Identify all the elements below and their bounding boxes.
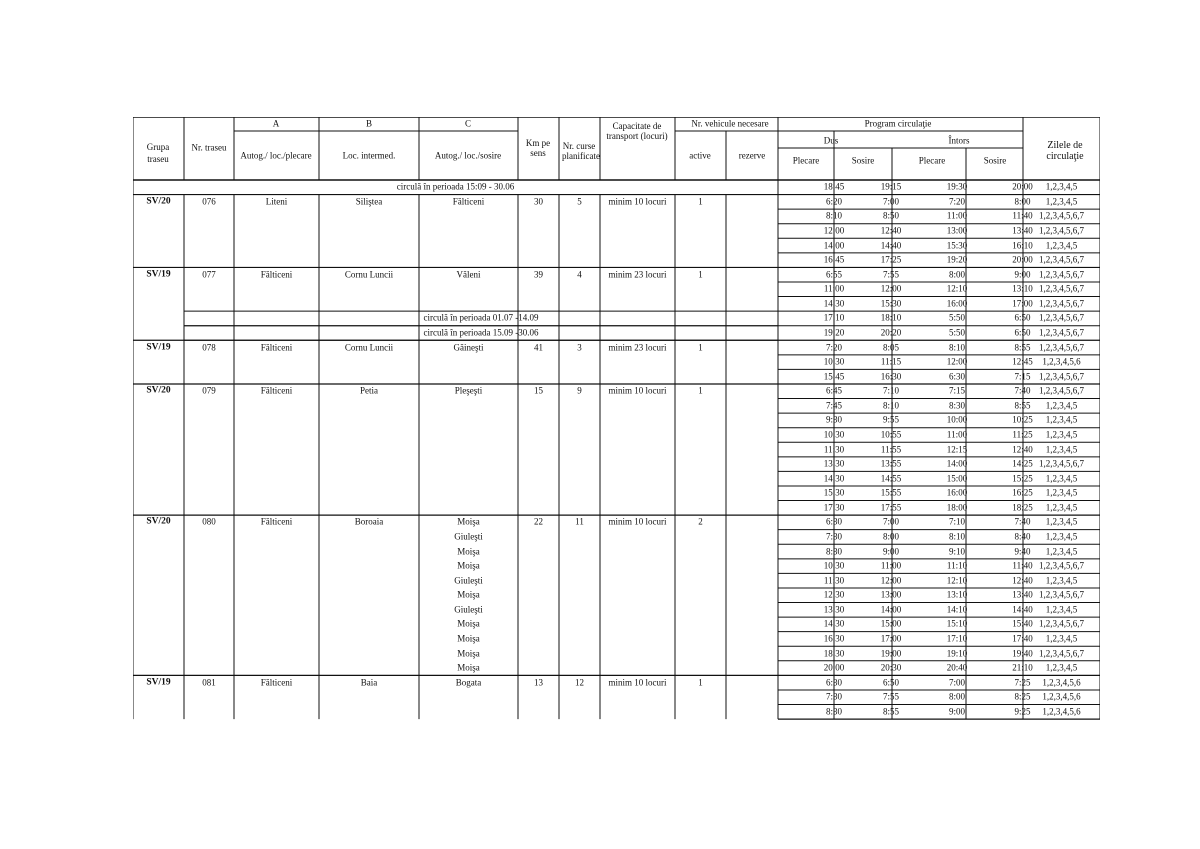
header-active: active bbox=[689, 150, 711, 161]
days-of-operation: 1,2,3,4,5 bbox=[1045, 487, 1078, 498]
route-end-variant: Moişa bbox=[457, 618, 480, 629]
route-intermediate: Boroaia bbox=[354, 516, 384, 527]
route-start: Fălticeni bbox=[260, 269, 293, 280]
dus-sosire: 9:00 bbox=[882, 546, 900, 557]
intors-sosire: 7:25 bbox=[1014, 677, 1031, 688]
intors-plecare: 8:30 bbox=[948, 400, 966, 411]
intors-sosire: 16:25 bbox=[1012, 487, 1033, 498]
days-of-operation: 1,2,3,4,5,6 bbox=[1042, 677, 1081, 688]
route-capacity: minim 23 locuri bbox=[608, 342, 667, 353]
intors-sosire: 15:40 bbox=[1012, 618, 1033, 629]
days-of-operation: 1,2,3,4,5 bbox=[1045, 662, 1078, 673]
route-number: 081 bbox=[202, 677, 216, 688]
dus-plecare: 6:30 bbox=[825, 677, 843, 688]
route-end: Văleni bbox=[456, 269, 481, 280]
dus-plecare: 12:30 bbox=[823, 589, 845, 600]
header-int-sosire: Sosire bbox=[983, 155, 1007, 166]
period-note: circulă în perioada 01.07 -14.09 bbox=[423, 312, 539, 323]
route-active: 1 bbox=[698, 342, 703, 353]
intors-plecare: 16:00 bbox=[946, 298, 968, 309]
period-note: circulă în perioada 15.09 -30.06 bbox=[423, 327, 539, 338]
days-of-operation: 1,2,3,4,5,6,7 bbox=[1039, 225, 1084, 236]
intors-sosire: 7:40 bbox=[1014, 516, 1031, 527]
days-of-operation: 1,2,3,4,5 bbox=[1045, 181, 1078, 192]
header-curse: Nr. curse planificate bbox=[562, 141, 600, 161]
dus-plecare: 12:00 bbox=[823, 225, 845, 236]
header-dus-sosire: Sosire bbox=[851, 155, 875, 166]
dus-plecare: 8:10 bbox=[825, 210, 843, 221]
intors-sosire: 16:10 bbox=[1012, 240, 1033, 251]
route-trips: 11 bbox=[575, 516, 584, 527]
route-number: 077 bbox=[202, 269, 216, 280]
dus-plecare: 6:30 bbox=[825, 516, 843, 527]
intors-plecare: 12:00 bbox=[946, 356, 968, 367]
intors-sosire: 9:40 bbox=[1014, 546, 1031, 557]
header-program: Program circulaţie bbox=[864, 118, 932, 129]
route-end-variant: Moişa bbox=[457, 633, 480, 644]
intors-plecare: 11:10 bbox=[946, 560, 968, 571]
intors-sosire: 11:40 bbox=[1012, 560, 1033, 571]
header-rezerve: rezerve bbox=[738, 150, 766, 161]
intors-sosire: 7:40 bbox=[1014, 385, 1031, 396]
intors-plecare: 8:10 bbox=[948, 531, 966, 542]
dus-sosire: 19:15 bbox=[880, 181, 902, 192]
route-km: 15 bbox=[534, 385, 543, 396]
dus-sosire: 18:10 bbox=[880, 312, 902, 323]
intors-plecare: 11:00 bbox=[946, 210, 968, 221]
intors-sosire: 7:15 bbox=[1014, 371, 1031, 382]
dus-sosire: 12:40 bbox=[880, 225, 902, 236]
route-end-variant: Moişa bbox=[457, 662, 480, 673]
intors-plecare: 16:00 bbox=[946, 487, 968, 498]
route-end: Bogata bbox=[455, 677, 482, 688]
route-end-variant: Moişa bbox=[457, 546, 480, 557]
days-of-operation: 1,2,3,4,5,6,7 bbox=[1039, 371, 1084, 382]
intors-plecare: 6:30 bbox=[948, 371, 966, 382]
header-col-a: Autog./ loc./plecare bbox=[240, 150, 312, 161]
intors-sosire: 17:40 bbox=[1012, 633, 1033, 644]
dus-sosire: 12:00 bbox=[880, 575, 902, 586]
days-of-operation: 1,2,3,4,5 bbox=[1045, 546, 1078, 557]
intors-plecare: 8:10 bbox=[948, 342, 966, 353]
route-active: 1 bbox=[698, 677, 703, 688]
route-km: 39 bbox=[534, 269, 543, 280]
days-of-operation: 1,2,3,4,5,6,7 bbox=[1039, 269, 1084, 280]
intors-sosire: 8:25 bbox=[1014, 691, 1031, 702]
dus-plecare: 6:20 bbox=[825, 196, 843, 207]
route-intermediate: Cornu Luncii bbox=[344, 342, 394, 353]
intors-sosire: 12:40 bbox=[1012, 575, 1033, 586]
dus-plecare: 13:30 bbox=[823, 604, 845, 615]
intors-sosire: 6:50 bbox=[1014, 312, 1031, 323]
dus-sosire: 9:55 bbox=[882, 414, 900, 425]
dus-plecare: 11:30 bbox=[823, 575, 845, 586]
header-dus: Dus bbox=[823, 135, 839, 146]
dus-plecare: 18:30 bbox=[823, 648, 845, 659]
route-number: 079 bbox=[202, 385, 216, 396]
dus-sosire: 20:20 bbox=[880, 327, 902, 338]
intors-plecare: 15:10 bbox=[946, 618, 968, 629]
days-of-operation: 1,2,3,4,5 bbox=[1045, 196, 1078, 207]
intors-plecare: 19:10 bbox=[946, 648, 968, 659]
route-capacity: minim 10 locuri bbox=[608, 677, 667, 688]
dus-sosire: 8:55 bbox=[882, 706, 900, 717]
route-group: SV/19 bbox=[146, 269, 171, 280]
intors-plecare: 19:30 bbox=[946, 181, 968, 192]
dus-plecare: 10:30 bbox=[823, 429, 845, 440]
intors-sosire: 8:40 bbox=[1014, 531, 1031, 542]
route-start: Liteni bbox=[265, 196, 288, 207]
dus-sosire: 7:10 bbox=[882, 385, 900, 396]
dus-plecare: 8:30 bbox=[825, 546, 843, 557]
days-of-operation: 1,2,3,4,5 bbox=[1045, 516, 1078, 527]
route-start: Fălticeni bbox=[260, 677, 293, 688]
dus-sosire: 7:55 bbox=[882, 269, 900, 280]
intors-sosire: 13:10 bbox=[1012, 283, 1033, 294]
dus-sosire: 15:30 bbox=[880, 298, 902, 309]
intors-plecare: 7:10 bbox=[948, 516, 966, 527]
dus-plecare: 14:00 bbox=[823, 240, 845, 251]
route-end-variant: Moişa bbox=[457, 589, 480, 600]
intors-plecare: 7:20 bbox=[948, 196, 966, 207]
route-active: 1 bbox=[698, 269, 703, 280]
intors-sosire: 11:40 bbox=[1012, 210, 1033, 221]
intors-sosire: 18:25 bbox=[1012, 502, 1033, 513]
days-of-operation: 1,2,3,4,5 bbox=[1045, 240, 1078, 251]
dus-plecare: 15:30 bbox=[823, 487, 845, 498]
route-end: Găineşti bbox=[453, 342, 484, 353]
route-number: 078 bbox=[202, 342, 216, 353]
header-intors: Întors bbox=[948, 135, 970, 146]
dus-sosire: 11:00 bbox=[880, 560, 902, 571]
intors-sosire: 14:25 bbox=[1012, 458, 1033, 469]
route-group: SV/20 bbox=[146, 516, 171, 527]
dus-plecare: 8:30 bbox=[825, 706, 843, 717]
days-of-operation: 1,2,3,4,5,6,7 bbox=[1039, 385, 1084, 396]
intors-sosire: 12:45 bbox=[1012, 356, 1033, 367]
route-start: Fălticeni bbox=[260, 385, 293, 396]
dus-sosire: 15:00 bbox=[880, 618, 902, 629]
intors-plecare: 11:00 bbox=[946, 429, 968, 440]
dus-plecare: 19:20 bbox=[823, 327, 845, 338]
dus-sosire: 14:55 bbox=[880, 473, 902, 484]
days-of-operation: 1,2,3,4,5,6,7 bbox=[1039, 458, 1084, 469]
days-of-operation: 1,2,3,4,5 bbox=[1045, 575, 1078, 586]
dus-sosire: 8:05 bbox=[882, 342, 900, 353]
route-km: 30 bbox=[534, 196, 543, 207]
intors-sosire: 17:00 bbox=[1012, 298, 1033, 309]
route-trips: 9 bbox=[577, 385, 582, 396]
dus-sosire: 13:00 bbox=[880, 589, 902, 600]
route-end: Pleşeşti bbox=[454, 385, 483, 396]
route-active: 1 bbox=[698, 385, 703, 396]
intors-sosire: 13:40 bbox=[1012, 225, 1033, 236]
route-km: 22 bbox=[534, 516, 543, 527]
days-of-operation: 1,2,3,4,5 bbox=[1045, 444, 1078, 455]
route-end-variant: Moişa bbox=[457, 648, 480, 659]
route-capacity: minim 10 locuri bbox=[608, 385, 667, 396]
header-zile: Zilele de circulaţie bbox=[1046, 140, 1084, 162]
header-letter-b: B bbox=[365, 118, 373, 129]
route-capacity: minim 23 locuri bbox=[608, 269, 667, 280]
route-intermediate: Cornu Luncii bbox=[344, 269, 394, 280]
route-capacity: minim 10 locuri bbox=[608, 196, 667, 207]
dus-sosire: 8:50 bbox=[882, 210, 900, 221]
intors-plecare: 12:10 bbox=[946, 575, 968, 586]
intors-plecare: 7:15 bbox=[948, 385, 966, 396]
header-col-b: Loc. intermed. bbox=[342, 150, 396, 161]
days-of-operation: 1,2,3,4,5,6,7 bbox=[1039, 210, 1084, 221]
dus-plecare: 11:30 bbox=[823, 444, 845, 455]
intors-sosire: 9:00 bbox=[1014, 269, 1031, 280]
intors-plecare: 5:50 bbox=[948, 312, 966, 323]
intors-sosire: 19:40 bbox=[1012, 648, 1033, 659]
days-of-operation: 1,2,3,4,5,6,7 bbox=[1039, 648, 1084, 659]
dus-sosire: 15:55 bbox=[880, 487, 902, 498]
dus-sosire: 19:00 bbox=[880, 648, 902, 659]
route-end-variant: Giuleşti bbox=[454, 604, 483, 615]
dus-plecare: 16:45 bbox=[823, 254, 845, 265]
days-of-operation: 1,2,3,4,5 bbox=[1045, 531, 1078, 542]
route-end: Fălticeni bbox=[452, 196, 485, 207]
dus-sosire: 20:30 bbox=[880, 662, 902, 673]
intors-sosire: 8:55 bbox=[1014, 342, 1031, 353]
intors-sosire: 11:25 bbox=[1012, 429, 1033, 440]
intors-plecare: 15:00 bbox=[946, 473, 968, 484]
intors-sosire: 10:25 bbox=[1012, 414, 1033, 425]
dus-sosire: 7:55 bbox=[882, 691, 900, 702]
route-active: 2 bbox=[698, 516, 703, 527]
route-group: SV/20 bbox=[146, 385, 171, 396]
dus-plecare: 6:45 bbox=[825, 385, 843, 396]
intors-plecare: 17:10 bbox=[946, 633, 968, 644]
dus-plecare: 11:00 bbox=[823, 283, 845, 294]
intors-plecare: 19:20 bbox=[946, 254, 968, 265]
dus-plecare: 13:30 bbox=[823, 458, 845, 469]
header-group: Grupa traseu bbox=[146, 142, 170, 164]
dus-plecare: 7:20 bbox=[825, 342, 843, 353]
intors-plecare: 8:00 bbox=[948, 269, 966, 280]
dus-plecare: 14:30 bbox=[823, 618, 845, 629]
route-trips: 5 bbox=[577, 196, 582, 207]
dus-plecare: 18:45 bbox=[823, 181, 845, 192]
days-of-operation: 1,2,3,4,5,6,7 bbox=[1039, 298, 1084, 309]
dus-sosire: 10:55 bbox=[880, 429, 902, 440]
route-active: 1 bbox=[698, 196, 703, 207]
intors-sosire: 15:25 bbox=[1012, 473, 1033, 484]
route-intermediate: Baia bbox=[360, 677, 378, 688]
intors-plecare: 5:50 bbox=[948, 327, 966, 338]
dus-plecare: 14:30 bbox=[823, 473, 845, 484]
intors-plecare: 12:10 bbox=[946, 283, 968, 294]
route-group: SV/19 bbox=[146, 677, 171, 688]
days-of-operation: 1,2,3,4,5,6,7 bbox=[1039, 312, 1084, 323]
dus-sosire: 8:10 bbox=[882, 400, 900, 411]
header-capacity: Capacitate de transport (locuri) bbox=[606, 121, 668, 141]
dus-sosire: 17:55 bbox=[880, 502, 902, 513]
header-letter-c: C bbox=[464, 118, 472, 129]
dus-plecare: 9:30 bbox=[825, 414, 843, 425]
header-km: Km pe sens bbox=[525, 138, 551, 158]
route-trips: 4 bbox=[577, 269, 582, 280]
dus-plecare: 10:30 bbox=[823, 356, 845, 367]
days-of-operation: 1,2,3,4,5,6,7 bbox=[1039, 254, 1084, 265]
days-of-operation: 1,2,3,4,5 bbox=[1045, 473, 1078, 484]
dus-sosire: 14:00 bbox=[880, 604, 902, 615]
header-dus-plecare: Plecare bbox=[792, 155, 820, 166]
header-nr: Nr. traseu bbox=[191, 142, 227, 153]
dus-plecare: 16:30 bbox=[823, 633, 845, 644]
days-of-operation: 1,2,3,4,5 bbox=[1045, 604, 1078, 615]
route-intermediate: Siliştea bbox=[355, 196, 383, 207]
dus-sosire: 12:00 bbox=[880, 283, 902, 294]
dus-plecare: 7:30 bbox=[825, 691, 843, 702]
route-start: Fălticeni bbox=[260, 516, 293, 527]
dus-sosire: 13:55 bbox=[880, 458, 902, 469]
route-group: SV/19 bbox=[146, 342, 171, 353]
timetable-sheet bbox=[133, 117, 1100, 725]
intors-sosire: 20:00 bbox=[1012, 181, 1033, 192]
intors-plecare: 10:00 bbox=[946, 414, 968, 425]
intors-plecare: 9:10 bbox=[948, 546, 966, 557]
intors-plecare: 9:00 bbox=[948, 706, 966, 717]
intors-sosire: 8:00 bbox=[1014, 196, 1031, 207]
intors-plecare: 18:00 bbox=[946, 502, 968, 513]
intors-plecare: 14:10 bbox=[946, 604, 968, 615]
days-of-operation: 1,2,3,4,5,6,7 bbox=[1039, 283, 1084, 294]
dus-sosire: 16:30 bbox=[880, 371, 902, 382]
intors-plecare: 13:10 bbox=[946, 589, 968, 600]
days-of-operation: 1,2,3,4,5,6,7 bbox=[1039, 618, 1084, 629]
days-of-operation: 1,2,3,4,5,6 bbox=[1042, 691, 1081, 702]
intors-sosire: 13:40 bbox=[1012, 589, 1033, 600]
days-of-operation: 1,2,3,4,5 bbox=[1045, 429, 1078, 440]
route-intermediate: Petia bbox=[360, 385, 378, 396]
days-of-operation: 1,2,3,4,5,6,7 bbox=[1039, 342, 1084, 353]
days-of-operation: 1,2,3,4,5,6 bbox=[1042, 706, 1081, 717]
route-number: 076 bbox=[202, 196, 216, 207]
dus-sosire: 14:40 bbox=[880, 240, 902, 251]
route-group: SV/20 bbox=[146, 196, 171, 207]
dus-sosire: 17:25 bbox=[880, 254, 902, 265]
intors-plecare: 7:00 bbox=[948, 677, 966, 688]
route-capacity: minim 10 locuri bbox=[608, 516, 667, 527]
dus-plecare: 10:30 bbox=[823, 560, 845, 571]
route-trips: 3 bbox=[577, 342, 582, 353]
dus-plecare: 6:55 bbox=[825, 269, 843, 280]
days-of-operation: 1,2,3,4,5 bbox=[1045, 633, 1078, 644]
dus-sosire: 8:00 bbox=[882, 531, 900, 542]
dus-plecare: 15:45 bbox=[823, 371, 845, 382]
intors-plecare: 13:00 bbox=[946, 225, 968, 236]
dus-plecare: 7:45 bbox=[825, 400, 843, 411]
dus-sosire: 11:15 bbox=[880, 356, 902, 367]
intors-sosire: 12:40 bbox=[1012, 444, 1033, 455]
dus-plecare: 20:00 bbox=[823, 662, 845, 673]
header-col-c: Autog./ loc./sosire bbox=[434, 150, 502, 161]
days-of-operation: 1,2,3,4,5,6,7 bbox=[1039, 327, 1084, 338]
dus-plecare: 17:10 bbox=[823, 312, 845, 323]
days-of-operation: 1,2,3,4,5 bbox=[1045, 400, 1078, 411]
intors-sosire: 8:55 bbox=[1014, 400, 1031, 411]
dus-sosire: 7:00 bbox=[882, 516, 900, 527]
intors-sosire: 21:10 bbox=[1012, 662, 1033, 673]
intors-plecare: 20:40 bbox=[946, 662, 968, 673]
dus-plecare: 7:30 bbox=[825, 531, 843, 542]
route-end-variant: Giuleşti bbox=[454, 575, 483, 586]
route-end-variant: Giuleşti bbox=[454, 531, 483, 542]
intors-sosire: 6:50 bbox=[1014, 327, 1031, 338]
header-int-plecare: Plecare bbox=[918, 155, 946, 166]
intors-plecare: 14:00 bbox=[946, 458, 968, 469]
intors-sosire: 20:00 bbox=[1012, 254, 1033, 265]
intors-plecare: 12:15 bbox=[946, 444, 968, 455]
dus-sosire: 6:50 bbox=[882, 677, 900, 688]
intors-plecare: 8:00 bbox=[948, 691, 966, 702]
period-note: circulă în perioada 15:09 - 30.06 bbox=[396, 181, 515, 192]
days-of-operation: 1,2,3,4,5,6,7 bbox=[1039, 560, 1084, 571]
days-of-operation: 1,2,3,4,5,6 bbox=[1042, 356, 1081, 367]
intors-sosire: 14:40 bbox=[1012, 604, 1033, 615]
route-trips: 12 bbox=[575, 677, 584, 688]
route-number: 080 bbox=[202, 516, 216, 527]
dus-sosire: 17:00 bbox=[880, 633, 902, 644]
dus-plecare: 17:30 bbox=[823, 502, 845, 513]
route-end: Moişa bbox=[457, 516, 480, 527]
intors-plecare: 15:30 bbox=[946, 240, 968, 251]
dus-sosire: 11:55 bbox=[880, 444, 902, 455]
route-end-variant: Moişa bbox=[457, 560, 480, 571]
days-of-operation: 1,2,3,4,5 bbox=[1045, 502, 1078, 513]
dus-sosire: 7:00 bbox=[882, 196, 900, 207]
route-km: 13 bbox=[534, 677, 543, 688]
days-of-operation: 1,2,3,4,5,6,7 bbox=[1039, 589, 1084, 600]
header-vehicles: Nr. vehicule necesare bbox=[691, 118, 769, 129]
header-letter-a: A bbox=[272, 118, 280, 129]
days-of-operation: 1,2,3,4,5 bbox=[1045, 414, 1078, 425]
route-start: Fălticeni bbox=[260, 342, 293, 353]
route-km: 41 bbox=[534, 342, 543, 353]
dus-plecare: 14:30 bbox=[823, 298, 845, 309]
intors-sosire: 9:25 bbox=[1014, 706, 1031, 717]
